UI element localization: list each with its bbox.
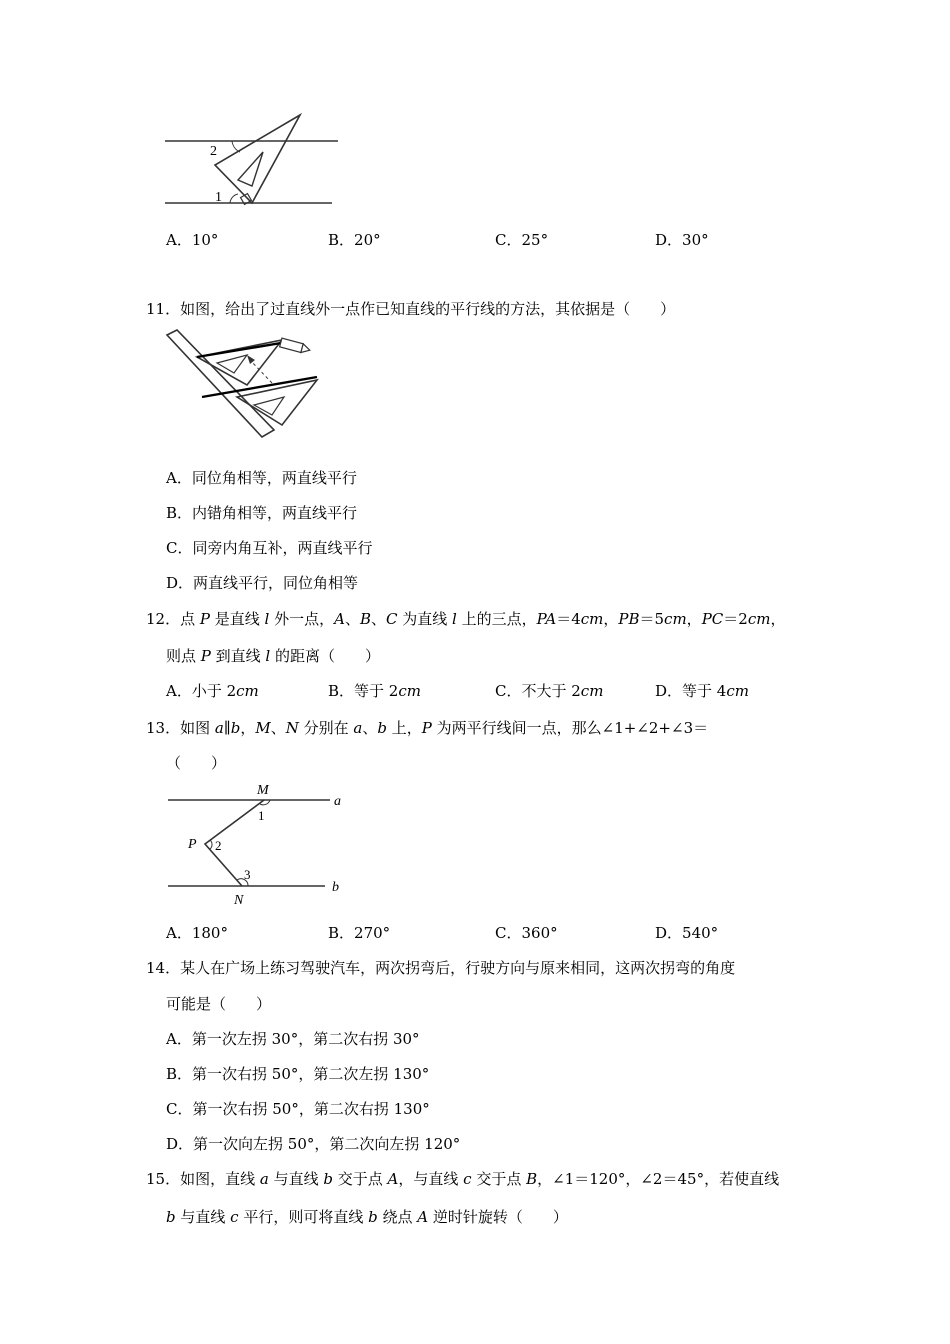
q10-option-c[interactable]: C．25° [495,231,549,249]
q11-slide-arrow [250,360,272,383]
q11-set-square-upper [197,340,282,385]
q13-label-P: P [188,837,197,852]
q11-line-upper [197,342,287,357]
q14-stem-line1: 14．某人在广场上练习驾驶汽车，两次拐弯后，行驶方向与原来相同，这两次拐弯的角度 [146,959,736,977]
q13-broken-line [205,800,264,886]
q11-option-a[interactable]: A．同位角相等，两直线平行 [166,469,357,487]
q10-figure [160,110,345,210]
q11-set-square-lower-inner [254,397,284,415]
q10-option-d[interactable]: D．30° [655,231,709,249]
q13-option-a[interactable]: A．180° [166,924,228,942]
q11-option-b[interactable]: B．内错角相等，两直线平行 [166,504,358,522]
q10-option-a[interactable]: A．10° [166,231,219,249]
q13-stem-line2: （ ） [166,754,227,772]
q14-option-a[interactable]: A．第一次左拐 30°，第二次右拐 30° [166,1030,420,1048]
q12-option-a[interactable]: A．小于 2cm [166,682,259,700]
q11-line-lower [202,377,317,397]
q11-stem: 11．如图，给出了过直线外一点作已知直线的平行线的方法，其依据是（ ） [146,300,676,318]
q12-stem-line2: 则点 P 到直线 l 的距离（ ） [166,647,381,665]
q12-option-c[interactable]: C．不大于 2cm [495,682,604,700]
q13-label-M: M [257,783,269,798]
q13-option-d[interactable]: D．540° [655,924,719,942]
q12-option-b[interactable]: B．等于 2cm [328,682,421,700]
q13-label-N: N [234,893,244,908]
q13-angle2-arc [210,840,212,849]
q14-option-c[interactable]: C．第一次右拐 50°，第二次右拐 130° [166,1100,430,1118]
q10-set-square-inner [238,152,263,186]
q11-figure [162,325,322,440]
q15-stem-line1: 15．如图，直线 a 与直线 b 交于点 A，与直线 c 交于点 B，∠1＝120°，∠2＝45°，若使直线 [146,1170,780,1188]
q10-option-b[interactable]: B．20° [328,231,381,249]
q11-arrow-head [247,355,255,364]
q13-stem-line1: 13．如图 a∥b，M、N 分别在 a、b 上，P 为两平行线间一点，那么∠1+∠2+∠3＝ [146,719,709,737]
q12-option-d[interactable]: D．等于 4cm [655,682,749,700]
q14-stem-line2: 可能是（ ） [166,995,272,1013]
q15-stem-line2: b 与直线 c 平行，则可将直线 b 绕点 A 逆时针旋转（ ） [166,1208,568,1226]
q12-stem-line1: 12．点 P 是直线 l 外一点，A、B、C 为直线 l 上的三点，PA＝4cm，PB＝5cm，PC＝2cm， [146,610,786,628]
q10-angle1-arc [230,194,238,203]
q10-angle1-label: 1 [215,190,222,205]
q14-option-d[interactable]: D．第一次向左拐 50°，第二次向左拐 120° [166,1135,461,1153]
q11-option-d[interactable]: D．两直线平行，同位角相等 [166,574,359,592]
q13-label-1: 1 [258,808,265,823]
q13-label-3: 3 [244,867,251,882]
q13-label-2: 2 [215,838,222,853]
q13-label-b: b [332,880,339,895]
q10-angle2-label: 2 [210,144,217,159]
q14-option-b[interactable]: B．第一次右拐 50°，第二次左拐 130° [166,1065,430,1083]
q13-option-c[interactable]: C．360° [495,924,558,942]
q13-option-b[interactable]: B．270° [328,924,391,942]
q11-option-c[interactable]: C．同旁内角互补，两直线平行 [166,539,373,557]
q13-label-a: a [334,794,341,809]
q13-figure [160,778,350,908]
q11-set-square-lower [237,380,317,425]
q11-pencil [280,338,311,354]
